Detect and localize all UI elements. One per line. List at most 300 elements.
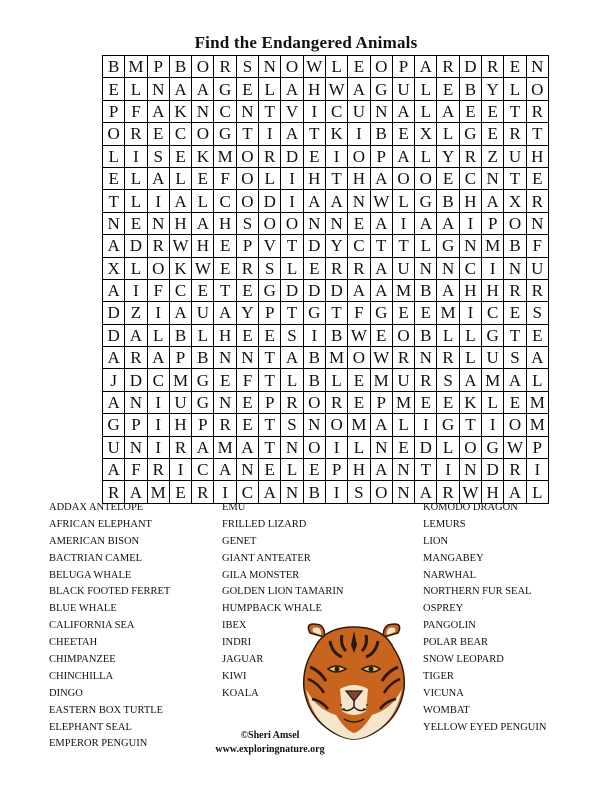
- grid-cell[interactable]: A: [370, 279, 392, 301]
- website-credit[interactable]: www.exploringnature.org: [215, 744, 325, 755]
- grid-cell[interactable]: L: [169, 167, 191, 189]
- grid-cell[interactable]: U: [482, 347, 504, 369]
- grid-cell[interactable]: E: [103, 167, 125, 189]
- grid-cell[interactable]: N: [281, 436, 303, 458]
- grid-cell[interactable]: H: [214, 324, 236, 346]
- grid-cell[interactable]: N: [526, 56, 548, 78]
- grid-cell[interactable]: N: [214, 391, 236, 413]
- grid-cell[interactable]: T: [259, 347, 281, 369]
- grid-cell[interactable]: I: [147, 436, 169, 458]
- grid-cell[interactable]: I: [125, 145, 147, 167]
- grid-cell[interactable]: H: [348, 167, 370, 189]
- grid-cell[interactable]: E: [459, 100, 481, 122]
- grid-cell[interactable]: E: [348, 369, 370, 391]
- grid-cell[interactable]: E: [437, 78, 459, 100]
- grid-cell[interactable]: D: [415, 436, 437, 458]
- grid-cell[interactable]: F: [348, 302, 370, 324]
- grid-cell[interactable]: E: [392, 436, 414, 458]
- grid-cell[interactable]: L: [281, 257, 303, 279]
- grid-cell[interactable]: L: [504, 78, 526, 100]
- grid-cell[interactable]: E: [303, 459, 325, 481]
- grid-cell[interactable]: R: [259, 145, 281, 167]
- grid-cell[interactable]: L: [125, 167, 147, 189]
- grid-cell[interactable]: N: [259, 56, 281, 78]
- grid-cell[interactable]: A: [348, 279, 370, 301]
- grid-cell[interactable]: E: [236, 78, 258, 100]
- grid-cell[interactable]: A: [370, 212, 392, 234]
- grid-cell[interactable]: R: [459, 145, 481, 167]
- grid-cell[interactable]: E: [482, 100, 504, 122]
- grid-cell[interactable]: G: [370, 78, 392, 100]
- grid-cell[interactable]: W: [192, 257, 214, 279]
- grid-cell[interactable]: U: [169, 391, 191, 413]
- grid-cell[interactable]: R: [526, 279, 548, 301]
- grid-cell[interactable]: N: [392, 459, 414, 481]
- grid-cell[interactable]: S: [526, 302, 548, 324]
- grid-cell[interactable]: M: [392, 391, 414, 413]
- grid-cell[interactable]: P: [392, 56, 414, 78]
- grid-cell[interactable]: S: [348, 481, 370, 503]
- grid-cell[interactable]: E: [526, 324, 548, 346]
- grid-cell[interactable]: H: [169, 414, 191, 436]
- grid-cell[interactable]: M: [370, 369, 392, 391]
- grid-cell[interactable]: E: [392, 123, 414, 145]
- grid-cell[interactable]: H: [482, 481, 504, 503]
- grid-cell[interactable]: E: [392, 302, 414, 324]
- grid-cell[interactable]: M: [392, 279, 414, 301]
- grid-cell[interactable]: A: [169, 190, 191, 212]
- grid-cell[interactable]: T: [259, 414, 281, 436]
- grid-cell[interactable]: C: [169, 123, 191, 145]
- grid-cell[interactable]: A: [147, 167, 169, 189]
- grid-cell[interactable]: H: [459, 190, 481, 212]
- grid-cell[interactable]: O: [236, 190, 258, 212]
- grid-cell[interactable]: E: [370, 324, 392, 346]
- grid-cell[interactable]: U: [392, 257, 414, 279]
- grid-cell[interactable]: N: [281, 481, 303, 503]
- grid-cell[interactable]: G: [259, 279, 281, 301]
- grid-cell[interactable]: A: [392, 145, 414, 167]
- grid-cell[interactable]: I: [214, 481, 236, 503]
- grid-cell[interactable]: O: [103, 123, 125, 145]
- grid-cell[interactable]: P: [259, 302, 281, 324]
- grid-cell[interactable]: G: [459, 123, 481, 145]
- grid-cell[interactable]: T: [370, 235, 392, 257]
- grid-cell[interactable]: G: [482, 324, 504, 346]
- grid-cell[interactable]: H: [169, 212, 191, 234]
- grid-cell[interactable]: G: [415, 190, 437, 212]
- grid-cell[interactable]: A: [303, 190, 325, 212]
- grid-cell[interactable]: L: [259, 167, 281, 189]
- grid-cell[interactable]: A: [482, 190, 504, 212]
- grid-cell[interactable]: M: [526, 414, 548, 436]
- grid-cell[interactable]: X: [103, 257, 125, 279]
- grid-cell[interactable]: Z: [482, 145, 504, 167]
- grid-cell[interactable]: E: [482, 123, 504, 145]
- grid-cell[interactable]: N: [370, 100, 392, 122]
- grid-cell[interactable]: I: [281, 190, 303, 212]
- grid-cell[interactable]: E: [259, 324, 281, 346]
- grid-cell[interactable]: I: [169, 459, 191, 481]
- grid-cell[interactable]: L: [526, 369, 548, 391]
- grid-cell[interactable]: I: [303, 324, 325, 346]
- grid-cell[interactable]: L: [103, 145, 125, 167]
- grid-cell[interactable]: A: [348, 78, 370, 100]
- grid-cell[interactable]: L: [437, 324, 459, 346]
- grid-cell[interactable]: I: [281, 167, 303, 189]
- grid-cell[interactable]: A: [192, 212, 214, 234]
- grid-cell[interactable]: D: [103, 324, 125, 346]
- grid-cell[interactable]: A: [459, 369, 481, 391]
- grid-cell[interactable]: N: [348, 190, 370, 212]
- grid-cell[interactable]: T: [103, 190, 125, 212]
- grid-cell[interactable]: A: [415, 212, 437, 234]
- grid-cell[interactable]: A: [281, 347, 303, 369]
- grid-cell[interactable]: R: [482, 56, 504, 78]
- grid-cell[interactable]: D: [281, 145, 303, 167]
- grid-cell[interactable]: R: [103, 481, 125, 503]
- grid-cell[interactable]: Y: [437, 145, 459, 167]
- grid-cell[interactable]: E: [437, 391, 459, 413]
- grid-cell[interactable]: L: [125, 78, 147, 100]
- grid-cell[interactable]: T: [259, 369, 281, 391]
- grid-cell[interactable]: R: [392, 347, 414, 369]
- grid-cell[interactable]: G: [303, 302, 325, 324]
- grid-cell[interactable]: P: [147, 56, 169, 78]
- grid-cell[interactable]: Z: [125, 302, 147, 324]
- grid-cell[interactable]: M: [437, 302, 459, 324]
- grid-cell[interactable]: E: [169, 145, 191, 167]
- grid-cell[interactable]: W: [303, 56, 325, 78]
- grid-cell[interactable]: E: [236, 324, 258, 346]
- grid-cell[interactable]: P: [370, 391, 392, 413]
- grid-cell[interactable]: P: [325, 459, 347, 481]
- grid-cell[interactable]: E: [214, 369, 236, 391]
- grid-cell[interactable]: D: [303, 235, 325, 257]
- grid-cell[interactable]: L: [125, 257, 147, 279]
- grid-cell[interactable]: O: [325, 414, 347, 436]
- grid-cell[interactable]: I: [459, 212, 481, 234]
- grid-cell[interactable]: B: [415, 279, 437, 301]
- grid-cell[interactable]: L: [281, 369, 303, 391]
- grid-cell[interactable]: L: [281, 459, 303, 481]
- grid-cell[interactable]: A: [526, 347, 548, 369]
- grid-cell[interactable]: N: [415, 347, 437, 369]
- grid-cell[interactable]: E: [504, 391, 526, 413]
- grid-cell[interactable]: J: [103, 369, 125, 391]
- grid-cell[interactable]: N: [303, 414, 325, 436]
- grid-cell[interactable]: T: [281, 302, 303, 324]
- grid-cell[interactable]: I: [526, 459, 548, 481]
- grid-cell[interactable]: A: [125, 324, 147, 346]
- grid-cell[interactable]: G: [214, 78, 236, 100]
- grid-cell[interactable]: F: [526, 235, 548, 257]
- grid-cell[interactable]: U: [526, 257, 548, 279]
- grid-cell[interactable]: S: [281, 324, 303, 346]
- grid-cell[interactable]: N: [459, 459, 481, 481]
- grid-cell[interactable]: I: [325, 436, 347, 458]
- grid-cell[interactable]: I: [437, 459, 459, 481]
- grid-cell[interactable]: B: [415, 324, 437, 346]
- grid-cell[interactable]: S: [259, 257, 281, 279]
- grid-cell[interactable]: P: [259, 391, 281, 413]
- grid-cell[interactable]: L: [459, 347, 481, 369]
- grid-cell[interactable]: A: [370, 167, 392, 189]
- grid-cell[interactable]: N: [147, 212, 169, 234]
- grid-cell[interactable]: N: [303, 212, 325, 234]
- grid-cell[interactable]: E: [236, 414, 258, 436]
- grid-cell[interactable]: P: [526, 436, 548, 458]
- grid-cell[interactable]: H: [348, 459, 370, 481]
- grid-cell[interactable]: B: [192, 347, 214, 369]
- grid-cell[interactable]: A: [147, 347, 169, 369]
- grid-cell[interactable]: N: [415, 257, 437, 279]
- grid-cell[interactable]: U: [192, 302, 214, 324]
- grid-cell[interactable]: T: [259, 100, 281, 122]
- grid-cell[interactable]: E: [214, 257, 236, 279]
- grid-cell[interactable]: F: [147, 279, 169, 301]
- grid-cell[interactable]: T: [526, 123, 548, 145]
- grid-cell[interactable]: R: [125, 347, 147, 369]
- grid-cell[interactable]: P: [370, 145, 392, 167]
- grid-cell[interactable]: O: [392, 167, 414, 189]
- grid-cell[interactable]: L: [415, 100, 437, 122]
- grid-cell[interactable]: A: [192, 78, 214, 100]
- grid-cell[interactable]: M: [482, 369, 504, 391]
- grid-cell[interactable]: L: [415, 235, 437, 257]
- grid-cell[interactable]: S: [504, 347, 526, 369]
- grid-cell[interactable]: B: [437, 190, 459, 212]
- grid-cell[interactable]: K: [169, 100, 191, 122]
- grid-cell[interactable]: T: [504, 167, 526, 189]
- grid-cell[interactable]: O: [303, 391, 325, 413]
- grid-cell[interactable]: H: [214, 212, 236, 234]
- grid-cell[interactable]: C: [459, 167, 481, 189]
- grid-cell[interactable]: T: [236, 123, 258, 145]
- grid-cell[interactable]: X: [415, 123, 437, 145]
- grid-cell[interactable]: F: [125, 459, 147, 481]
- grid-cell[interactable]: M: [214, 145, 236, 167]
- grid-cell[interactable]: O: [348, 145, 370, 167]
- grid-cell[interactable]: A: [370, 257, 392, 279]
- grid-cell[interactable]: L: [348, 436, 370, 458]
- grid-cell[interactable]: A: [370, 414, 392, 436]
- grid-cell[interactable]: N: [392, 481, 414, 503]
- grid-cell[interactable]: A: [325, 190, 347, 212]
- grid-cell[interactable]: U: [392, 78, 414, 100]
- grid-cell[interactable]: L: [526, 481, 548, 503]
- grid-cell[interactable]: T: [214, 279, 236, 301]
- grid-cell[interactable]: M: [482, 235, 504, 257]
- grid-cell[interactable]: L: [192, 190, 214, 212]
- grid-cell[interactable]: N: [437, 257, 459, 279]
- grid-cell[interactable]: E: [504, 56, 526, 78]
- grid-cell[interactable]: A: [504, 369, 526, 391]
- grid-cell[interactable]: H: [459, 279, 481, 301]
- grid-cell[interactable]: G: [482, 436, 504, 458]
- grid-cell[interactable]: V: [259, 235, 281, 257]
- grid-cell[interactable]: S: [437, 369, 459, 391]
- grid-cell[interactable]: M: [348, 414, 370, 436]
- grid-cell[interactable]: C: [169, 279, 191, 301]
- grid-cell[interactable]: U: [392, 369, 414, 391]
- grid-cell[interactable]: S: [281, 414, 303, 436]
- grid-cell[interactable]: D: [125, 369, 147, 391]
- grid-cell[interactable]: O: [504, 212, 526, 234]
- grid-cell[interactable]: L: [125, 190, 147, 212]
- grid-cell[interactable]: E: [236, 391, 258, 413]
- grid-cell[interactable]: W: [370, 347, 392, 369]
- grid-cell[interactable]: B: [169, 56, 191, 78]
- grid-cell[interactable]: T: [392, 235, 414, 257]
- grid-cell[interactable]: I: [147, 190, 169, 212]
- grid-cell[interactable]: A: [147, 100, 169, 122]
- grid-cell[interactable]: G: [192, 391, 214, 413]
- grid-cell[interactable]: C: [325, 100, 347, 122]
- grid-cell[interactable]: E: [415, 302, 437, 324]
- grid-cell[interactable]: G: [370, 302, 392, 324]
- grid-cell[interactable]: N: [147, 78, 169, 100]
- grid-cell[interactable]: I: [259, 123, 281, 145]
- grid-cell[interactable]: L: [147, 324, 169, 346]
- grid-cell[interactable]: H: [192, 235, 214, 257]
- grid-cell[interactable]: R: [281, 391, 303, 413]
- grid-cell[interactable]: B: [103, 56, 125, 78]
- grid-cell[interactable]: A: [214, 302, 236, 324]
- grid-cell[interactable]: R: [437, 347, 459, 369]
- grid-cell[interactable]: W: [325, 78, 347, 100]
- grid-cell[interactable]: E: [103, 78, 125, 100]
- grid-cell[interactable]: G: [437, 235, 459, 257]
- grid-cell[interactable]: E: [526, 167, 548, 189]
- grid-cell[interactable]: P: [169, 347, 191, 369]
- grid-cell[interactable]: I: [415, 414, 437, 436]
- grid-cell[interactable]: A: [415, 481, 437, 503]
- grid-cell[interactable]: A: [169, 302, 191, 324]
- grid-cell[interactable]: X: [504, 190, 526, 212]
- grid-cell[interactable]: L: [482, 391, 504, 413]
- grid-cell[interactable]: T: [504, 324, 526, 346]
- grid-cell[interactable]: N: [125, 391, 147, 413]
- grid-cell[interactable]: A: [281, 78, 303, 100]
- grid-cell[interactable]: E: [303, 145, 325, 167]
- grid-cell[interactable]: B: [169, 324, 191, 346]
- grid-cell[interactable]: E: [214, 235, 236, 257]
- grid-cell[interactable]: I: [325, 145, 347, 167]
- grid-cell[interactable]: A: [437, 100, 459, 122]
- grid-cell[interactable]: D: [103, 302, 125, 324]
- grid-cell[interactable]: O: [281, 212, 303, 234]
- grid-cell[interactable]: P: [192, 414, 214, 436]
- grid-cell[interactable]: E: [169, 481, 191, 503]
- grid-cell[interactable]: O: [259, 212, 281, 234]
- grid-cell[interactable]: E: [125, 212, 147, 234]
- grid-cell[interactable]: T: [259, 436, 281, 458]
- grid-cell[interactable]: B: [370, 123, 392, 145]
- grid-cell[interactable]: O: [415, 167, 437, 189]
- grid-cell[interactable]: R: [214, 56, 236, 78]
- grid-cell[interactable]: P: [482, 212, 504, 234]
- grid-cell[interactable]: Y: [325, 235, 347, 257]
- grid-cell[interactable]: C: [214, 100, 236, 122]
- grid-cell[interactable]: I: [147, 302, 169, 324]
- grid-cell[interactable]: L: [437, 123, 459, 145]
- grid-cell[interactable]: L: [325, 56, 347, 78]
- grid-cell[interactable]: K: [192, 145, 214, 167]
- grid-cell[interactable]: C: [348, 235, 370, 257]
- grid-cell[interactable]: D: [325, 279, 347, 301]
- grid-cell[interactable]: I: [459, 302, 481, 324]
- grid-cell[interactable]: T: [325, 167, 347, 189]
- grid-cell[interactable]: E: [192, 279, 214, 301]
- grid-cell[interactable]: C: [214, 190, 236, 212]
- grid-cell[interactable]: A: [103, 279, 125, 301]
- grid-cell[interactable]: N: [370, 436, 392, 458]
- grid-cell[interactable]: K: [169, 257, 191, 279]
- grid-cell[interactable]: B: [459, 78, 481, 100]
- grid-cell[interactable]: C: [147, 369, 169, 391]
- grid-cell[interactable]: D: [303, 279, 325, 301]
- grid-cell[interactable]: R: [415, 369, 437, 391]
- grid-cell[interactable]: S: [236, 56, 258, 78]
- grid-cell[interactable]: B: [303, 347, 325, 369]
- grid-cell[interactable]: I: [482, 414, 504, 436]
- grid-cell[interactable]: W: [370, 190, 392, 212]
- grid-cell[interactable]: B: [303, 369, 325, 391]
- grid-cell[interactable]: P: [236, 235, 258, 257]
- grid-cell[interactable]: F: [214, 167, 236, 189]
- grid-cell[interactable]: O: [504, 414, 526, 436]
- grid-cell[interactable]: D: [259, 190, 281, 212]
- grid-cell[interactable]: D: [281, 279, 303, 301]
- grid-cell[interactable]: H: [303, 167, 325, 189]
- grid-cell[interactable]: O: [281, 56, 303, 78]
- grid-cell[interactable]: M: [169, 369, 191, 391]
- grid-cell[interactable]: R: [214, 414, 236, 436]
- grid-cell[interactable]: W: [348, 324, 370, 346]
- grid-cell[interactable]: T: [325, 302, 347, 324]
- grid-cell[interactable]: N: [504, 257, 526, 279]
- grid-cell[interactable]: T: [459, 414, 481, 436]
- grid-cell[interactable]: O: [236, 145, 258, 167]
- grid-cell[interactable]: F: [125, 100, 147, 122]
- grid-cell[interactable]: N: [526, 212, 548, 234]
- grid-cell[interactable]: N: [236, 347, 258, 369]
- grid-cell[interactable]: L: [392, 190, 414, 212]
- grid-cell[interactable]: R: [504, 123, 526, 145]
- grid-cell[interactable]: O: [392, 324, 414, 346]
- grid-cell[interactable]: E: [348, 391, 370, 413]
- grid-cell[interactable]: R: [325, 257, 347, 279]
- grid-cell[interactable]: S: [236, 212, 258, 234]
- grid-cell[interactable]: D: [482, 459, 504, 481]
- grid-cell[interactable]: O: [192, 123, 214, 145]
- grid-cell[interactable]: N: [214, 347, 236, 369]
- grid-cell[interactable]: A: [437, 279, 459, 301]
- grid-cell[interactable]: N: [325, 212, 347, 234]
- grid-cell[interactable]: C: [459, 257, 481, 279]
- grid-cell[interactable]: G: [103, 414, 125, 436]
- grid-cell[interactable]: O: [459, 436, 481, 458]
- grid-cell[interactable]: H: [526, 145, 548, 167]
- grid-cell[interactable]: E: [437, 167, 459, 189]
- grid-cell[interactable]: I: [348, 123, 370, 145]
- grid-cell[interactable]: O: [370, 481, 392, 503]
- grid-cell[interactable]: B: [303, 481, 325, 503]
- grid-cell[interactable]: I: [482, 257, 504, 279]
- grid-cell[interactable]: C: [192, 459, 214, 481]
- grid-cell[interactable]: R: [526, 100, 548, 122]
